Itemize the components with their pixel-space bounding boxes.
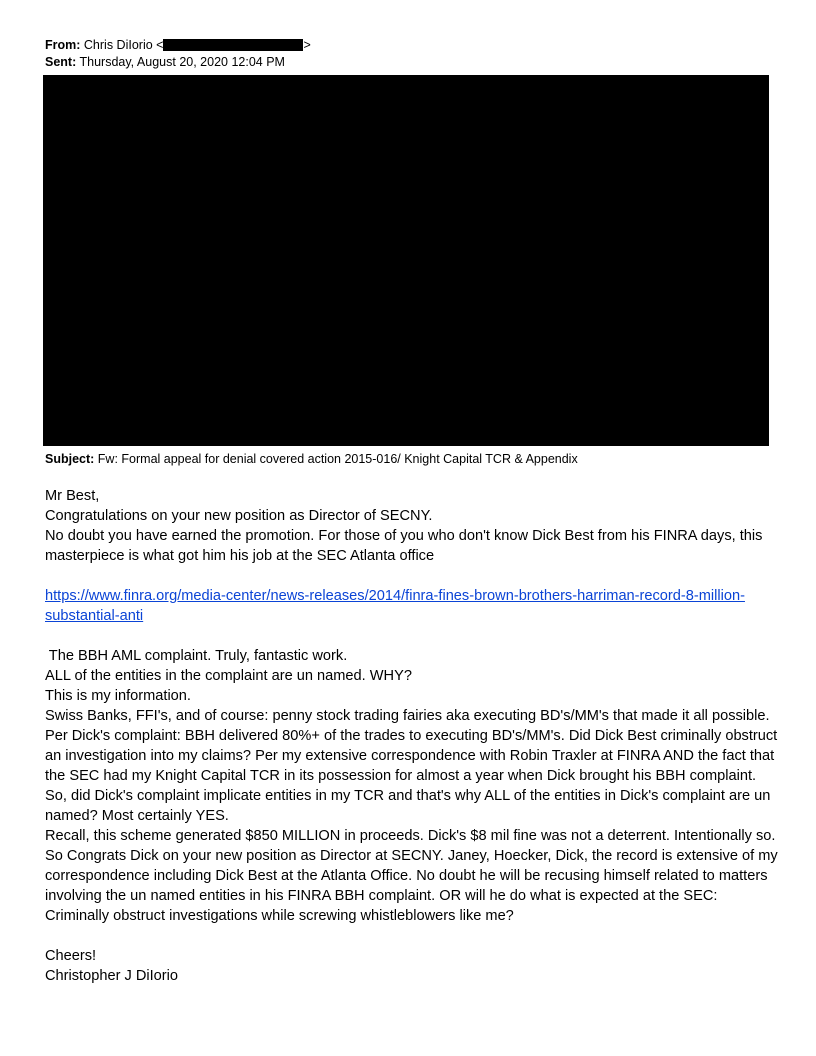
subject-label: Subject: [45, 452, 95, 466]
from-end: > [303, 38, 311, 52]
from-label: From: [45, 38, 81, 52]
email-body [45, 486, 780, 986]
redacted-email-bar [163, 39, 303, 51]
redacted-recipients-block [43, 75, 769, 446]
paragraph-1: The BBH AML complaint. Truly, fantastic work. [45, 648, 348, 664]
paragraph-6: So Congrats Dick on your new position as Director at SECNY. Janey, Hoecker, Dick, the record is extensive of my correspondence including Dick Best at the Atlanta Office. No doubt he will be recusing himself related to matters involving the un named entities in his FINRA BBH complaint. OR will he do what is expected at the SEC: Criminally obstruct investigations while screwing whistleblowers like me? [45, 848, 778, 924]
paragraph-3: This is my information. [45, 688, 191, 704]
paragraph-5: Recall, this scheme generated $850 MILLION in proceeds. Dick's $8 mil fine was not a deterrent. Intentionally so. [45, 828, 776, 844]
sent-label: Sent: [45, 55, 77, 69]
signature: Christopher J DiIorio [45, 968, 179, 984]
subject-value: Fw: Formal appeal for denial covered action 2015-016/ Knight Capital TCR & Appendix [97, 452, 578, 466]
closing: Cheers! [45, 948, 97, 964]
body-line-2: No doubt you have earned the promotion. For those of you who don't know Dick Best from his FINRA days, this masterpiece is what got him his job at the SEC Atlanta office [45, 528, 763, 564]
sent-value: Thursday, August 20, 2020 12:04 PM [79, 55, 285, 69]
paragraph-4: Swiss Banks, FFI's, and of course: penny stock trading fairies aka executing BD's/MM's that made it all possible. Per Dick's complaint: BBH delivered 80%+ of the trades to executing BD's/MM's. Did Dick Best criminally obstruct an investigation into my claims? Per my extensive correspondence with Robin Traxler at FINRA AND the fact that the SEC had my Knight Capital TCR in its possession for almost a year when Dick brought his BBH complaint. So, did Dick's complaint implicate entities in my TCR and that's why ALL of the entities in Dick's complaint are un named? Most certainly YES. [45, 708, 778, 824]
sent-line [45, 54, 285, 70]
greeting: Mr Best, [45, 488, 100, 504]
from-line [45, 37, 311, 53]
from-name: Chris DiIorio < [83, 38, 164, 52]
body-line-1: Congratulations on your new position as Director of SECNY. [45, 508, 433, 524]
paragraph-2: ALL of the entities in the complaint are un named. WHY? [45, 668, 412, 684]
finra-news-link[interactable]: https://www.finra.org/media-center/news-releases/2014/finra-fines-brown-brothers-harriman-record-8-million-substantial-anti [45, 588, 745, 624]
subject-line [45, 451, 578, 467]
